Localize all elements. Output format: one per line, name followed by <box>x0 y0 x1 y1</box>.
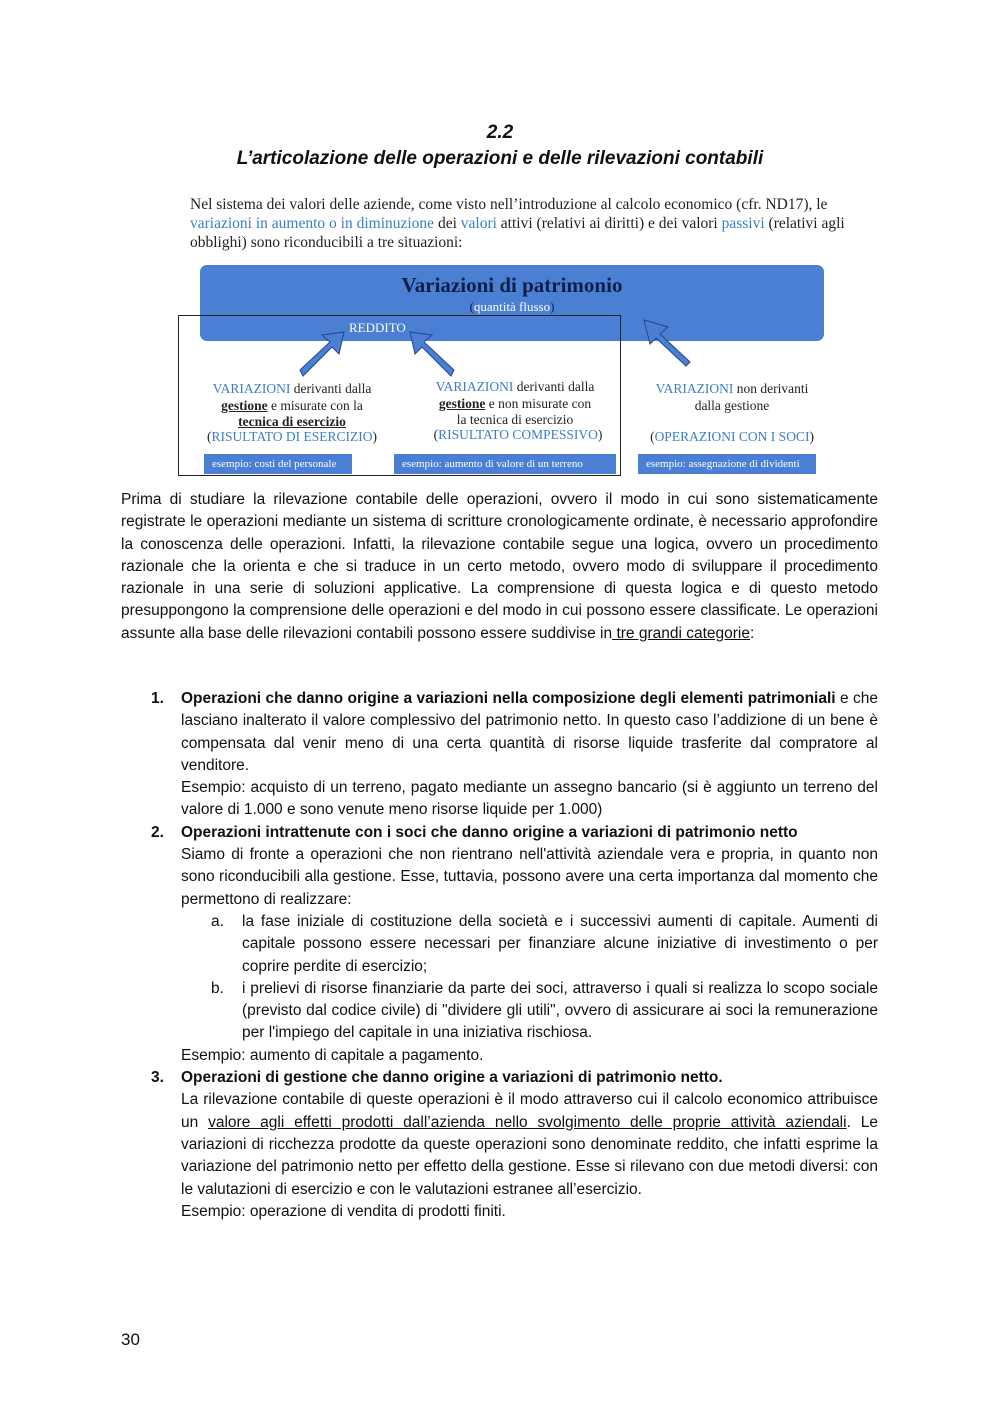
item-example: Esempio: operazione di vendita di prodotti finiti. <box>181 1202 506 1220</box>
diagram-arrows <box>178 262 828 480</box>
arrow-up-right-icon <box>300 332 344 376</box>
sub-list-item <box>181 978 878 1045</box>
section-title: L’articolazione delle operazioni e delle rilevazioni contabili <box>236 148 764 169</box>
item-heading: Operazioni che danno origine a variazioni nella composizione degli elementi patrimoniali <box>181 690 836 707</box>
par-text: RISULTATO DI ESERCIZIO <box>211 429 373 444</box>
sub-list-item <box>181 911 878 978</box>
item-heading: Operazioni di gestione che danno origine a variazioni di patrimonio netto. <box>181 1069 723 1087</box>
sub-letter: b. <box>211 979 224 997</box>
item-body: . Le variazioni di ricchezza prodotte da queste operazioni sono denominate reddito, che infatti esprime la variazione del patrimonio netto per effetto della gestione. Esse si rilevano con due metodi diversi: con le valutazioni di esercizio e con le valutazioni estranee all’esercizio. <box>181 1113 878 1198</box>
par-text: OPERAZIONI CON I SOCI <box>654 429 810 444</box>
categories-list <box>121 688 878 1223</box>
sub-letter: a. <box>211 912 224 930</box>
diagram-column-soci <box>638 381 826 414</box>
intro-part: Nel sistema dei valori delle aziende, come visto nell’introduzione al calcolo economico (cfr. ND17), le <box>190 196 828 213</box>
list-item <box>121 822 878 1067</box>
arrow-up-left-icon <box>410 332 454 376</box>
page-number: 30 <box>121 1330 140 1349</box>
col-text: la tecnica di esercizio <box>456 412 574 427</box>
example-box: esempio: aumento di valore di un terreno <box>394 454 616 474</box>
paragraph-text: Prima di studiare la rilevazione contabile delle operazioni, ovvero il modo in cui sono sistematicamente registrate le operazioni mediante un sistema di scritture cronologicamente ordinate, è necessario approfondire la conoscenza delle operazioni. Infatti, la rilevazione contabile segue una logica, ovvero un procedimento razionale che la orienta e che si traduce in un certo metodo, ovvero modo di sviluppare il procedimento razionale in una serie di soluzioni applicative. La comprensione di questa logica e di questo metodo presuppongono la comprensione delle operazioni e del modo in cui possono essere classificate. Le operazioni assunte alla base delle rilevazioni contabili possono essere suddivise in <box>121 491 878 642</box>
intro-text <box>190 195 850 252</box>
intro-highlight: variazioni in aumento o in diminuzione <box>190 215 435 232</box>
item-heading: Operazioni intrattenute con i soci che danno origine a variazioni di patrimonio netto <box>181 823 798 841</box>
paragraph-underlined: tre grandi categorie <box>612 624 750 642</box>
intro-part: attivi (relativi ai diritti) e dei valori <box>496 215 722 232</box>
intro-part: (relativi agli obblighi) sono riconducibili a tre situazioni: <box>190 215 845 251</box>
example-box: esempio: costi del personale <box>204 454 352 474</box>
diagram-column-esercizio <box>192 381 392 431</box>
intro-highlight: valori <box>460 215 497 232</box>
section-number: 2.2 <box>486 122 514 143</box>
paren: ) <box>372 429 377 444</box>
diagram-column-complessivo <box>415 379 615 429</box>
item-number: 1. <box>151 690 164 707</box>
col-text: e non misurate con <box>485 395 592 411</box>
col-text: non derivanti <box>733 381 809 396</box>
col-text: derivanti dalla <box>290 381 372 396</box>
reddito-label: REDDITO <box>349 320 406 335</box>
diagram-label-esercizio <box>192 429 392 445</box>
diagram-title: Variazioni di patrimonio <box>401 273 623 297</box>
col-text: e misurate con la <box>267 397 363 413</box>
paren: ( <box>650 429 655 444</box>
variazioni-diagram <box>178 262 828 480</box>
col-bold: gestione <box>438 395 486 411</box>
par-text: RISULTATO COMPESSIVO <box>438 427 598 442</box>
list-item <box>121 688 878 822</box>
item-number: 3. <box>151 1069 164 1087</box>
subtitle-text: quantità flusso <box>473 299 551 314</box>
example-box: esempio: assegnazione di dividenti <box>638 454 816 474</box>
paren: ) <box>809 429 814 444</box>
item-text <box>181 688 878 777</box>
intro-highlight: passivi <box>721 215 765 232</box>
col-bold: tecnica di esercizio <box>238 414 346 429</box>
paren: ( <box>207 429 212 444</box>
item-example: Esempio: acquisto di un terreno, pagato mediante un assegno bancario (si è aggiunto un terreno del valore di 1.000 e sono venute meno risorse liquide per 1.000) <box>181 779 878 819</box>
item-number: 2. <box>151 823 164 841</box>
arrow-up-left-icon <box>644 320 690 366</box>
item-body: La rilevazione contabile di queste operazioni è il modo attraverso cui il calcolo economico attribuisce un <box>181 1091 878 1131</box>
col-bold: gestione <box>221 397 268 413</box>
intro-part: dei <box>434 215 461 232</box>
col-keyword: VARIAZIONI <box>655 381 734 396</box>
paren: ( <box>433 427 439 442</box>
sub-text: i prelievi di risorse finanziarie da parte dei soci, attraverso i quali si realizza lo scopo sociale (previsto dal codice civile) di "dividere gli utili", ovvero di assicurare ai soci la remunerazione per l'impiego del capitale in una iniziativa rischiosa. <box>242 979 878 1042</box>
col-text: dalla gestione <box>694 397 770 413</box>
diagram-label-soci <box>638 429 826 445</box>
item-example: Esempio: aumento di capitale a pagamento. <box>181 1046 484 1064</box>
diagram-label-complessivo <box>418 427 618 443</box>
item-body: e che lasciano inalterato il valore complessivo del patrimonio netto. In questo caso l’addizione di un bene è compensata dal venir meno di una certa quantità di risorse liquide trasferite dal compratore al venditore. <box>181 690 878 774</box>
sub-text: la fase iniziale di costituzione della società e i successivi aumenti di capitale. Aumenti di capitale possono essere necessari per finanziare alcune iniziative di investimento o per coprire perdite di esercizio; <box>242 912 878 975</box>
item-text <box>181 1089 878 1200</box>
item-underlined: valore agli effetti prodotti dall’azienda nello svolgimento delle proprie attività aziendali <box>208 1113 847 1131</box>
body-paragraph <box>121 489 878 645</box>
paragraph-end: : <box>750 624 755 642</box>
col-keyword: VARIAZIONI <box>435 379 514 394</box>
paren: ) <box>550 299 555 314</box>
paren: ( <box>469 299 474 314</box>
col-text: derivanti dalla <box>513 379 595 394</box>
paren: ) <box>597 427 603 442</box>
list-item <box>121 1067 878 1223</box>
col-keyword: VARIAZIONI <box>212 381 291 396</box>
item-body: Siamo di fronte a operazioni che non rientrano nell'attività aziendale vera e propria, in quanto non sono riconducibili alla gestione. Esse, tuttavia, possono avere una certa importanza dal momento che permettono di realizzare: <box>181 846 878 908</box>
